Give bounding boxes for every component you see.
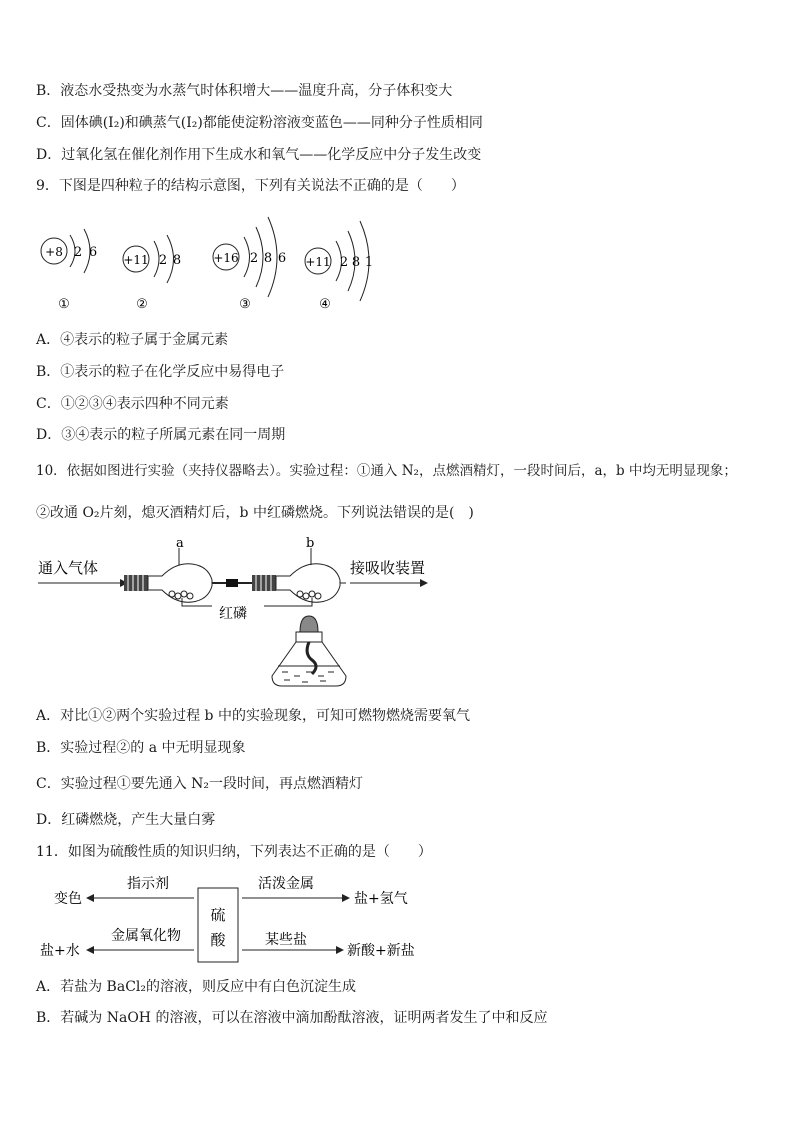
particle-4-nucleus: +11: [305, 255, 331, 269]
indicator-label: 指示剂: [127, 876, 169, 892]
particle-4-shell-1: 2: [339, 255, 349, 270]
q8-option-c: C．固体碘(I₂)和碘蒸气(I₂)都能使淀粉溶液变蓝色——同种分子性质相同: [36, 115, 483, 131]
particle-3-shell-2: 8: [263, 251, 273, 266]
particle-1-label: ①: [58, 297, 70, 312]
particle-4-label: ④: [319, 297, 331, 312]
label-b: b: [306, 536, 315, 551]
q9-stem: 9．下图是四种粒子的结构示意图，下列有关说法不正确的是（ ）: [36, 178, 465, 194]
center-char-1: 硫: [210, 906, 226, 924]
label-a: a: [176, 536, 184, 551]
q10-stem-line2: ②改通 O₂片刻，熄灭酒精灯后，b 中红磷燃烧。下列说法错误的是( ): [36, 505, 474, 521]
particle-1: [41, 229, 97, 312]
q8-option-b: B．液态水受热变为水蒸气时体积增大——温度升高，分子体积变大: [36, 83, 453, 99]
atomic-structure-diagram: [30, 205, 390, 315]
particle-3-nucleus: +16: [213, 251, 239, 265]
q11-option-b: B．若碱为 NaOH 的溶液，可以在溶液中滴加酚酞溶液，证明两者发生了中和反应: [36, 1010, 548, 1026]
particle-4-shell-3: 1: [364, 255, 374, 270]
salt-hydrogen-result: 盐+氢气: [354, 891, 408, 907]
sulfuric-acid-properties-diagram: [36, 866, 426, 970]
q10-option-b: B．实验过程②的 a 中无明显现象: [36, 740, 246, 756]
particle-3: [213, 217, 286, 312]
particle-2: [123, 235, 181, 312]
particle-4-shell-2: 8: [351, 255, 361, 270]
active-metal-label: 活泼金属: [258, 876, 314, 892]
q10-option-d: D．红磷燃烧，产生大量白雾: [36, 812, 216, 828]
particle-1-shell-2: 6: [88, 245, 98, 260]
q9-option-b: B．①表示的粒子在化学反应中易得电子: [36, 364, 285, 380]
q9-option-a: A．④表示的粒子属于金属元素: [36, 332, 229, 348]
metal-oxide-label: 金属氧化物: [111, 928, 181, 944]
particle-2-label: ②: [136, 297, 148, 312]
combustion-apparatus-diagram: [36, 536, 436, 696]
red-phosphorus-label: 红磷: [219, 606, 247, 622]
center-char-2: 酸: [210, 931, 226, 949]
new-acid-salt-result: 新酸+新盐: [347, 943, 415, 959]
q11-stem: 11．如图为硫酸性质的知识归纳，下列表达不正确的是（ ）: [36, 844, 432, 860]
particle-3-shell-3: 6: [277, 251, 287, 266]
particle-2-shell-1: 2: [158, 253, 168, 268]
particle-1-shell-1: 2: [73, 245, 83, 260]
particle-3-shell-1: 2: [249, 251, 259, 266]
q8-option-d: D．过氧化氢在催化剂作用下生成水和氧气——化学反应中分子发生改变: [36, 147, 482, 163]
particle-3-label: ③: [239, 297, 251, 312]
q9-option-d: D．③④表示的粒子所属元素在同一周期: [36, 427, 286, 443]
particle-1-nucleus: +8: [45, 245, 63, 259]
color-change-result: 变色: [54, 891, 82, 907]
q11-option-a: A．若盐为 BaCl₂的溶液，则反应中有白色沉淀生成: [36, 979, 356, 995]
particle-4: [305, 221, 373, 312]
inlet-label: 通入气体: [38, 559, 99, 577]
outlet-label: 接吸收装置: [350, 559, 426, 577]
particle-2-nucleus: +11: [123, 253, 149, 267]
q9-option-c: C．①②③④表示四种不同元素: [36, 396, 229, 412]
some-salts-label: 某些盐: [265, 932, 307, 948]
particle-2-shell-2: 8: [172, 253, 182, 268]
q10-stem-line1: 10．依据如图进行实验（夹持仪器略去）。实验过程：①通入 N₂，点燃酒精灯，一段时间后，a，b 中均无明显现象；: [36, 463, 737, 479]
q10-option-a: A．对比①②两个实验过程 b 中的实验现象，可知可燃物燃烧需要氧气: [36, 708, 470, 724]
q10-option-c: C．实验过程①要先通入 N₂一段时间，再点燃酒精灯: [36, 776, 364, 792]
salt-water-result: 盐+水: [40, 943, 80, 959]
